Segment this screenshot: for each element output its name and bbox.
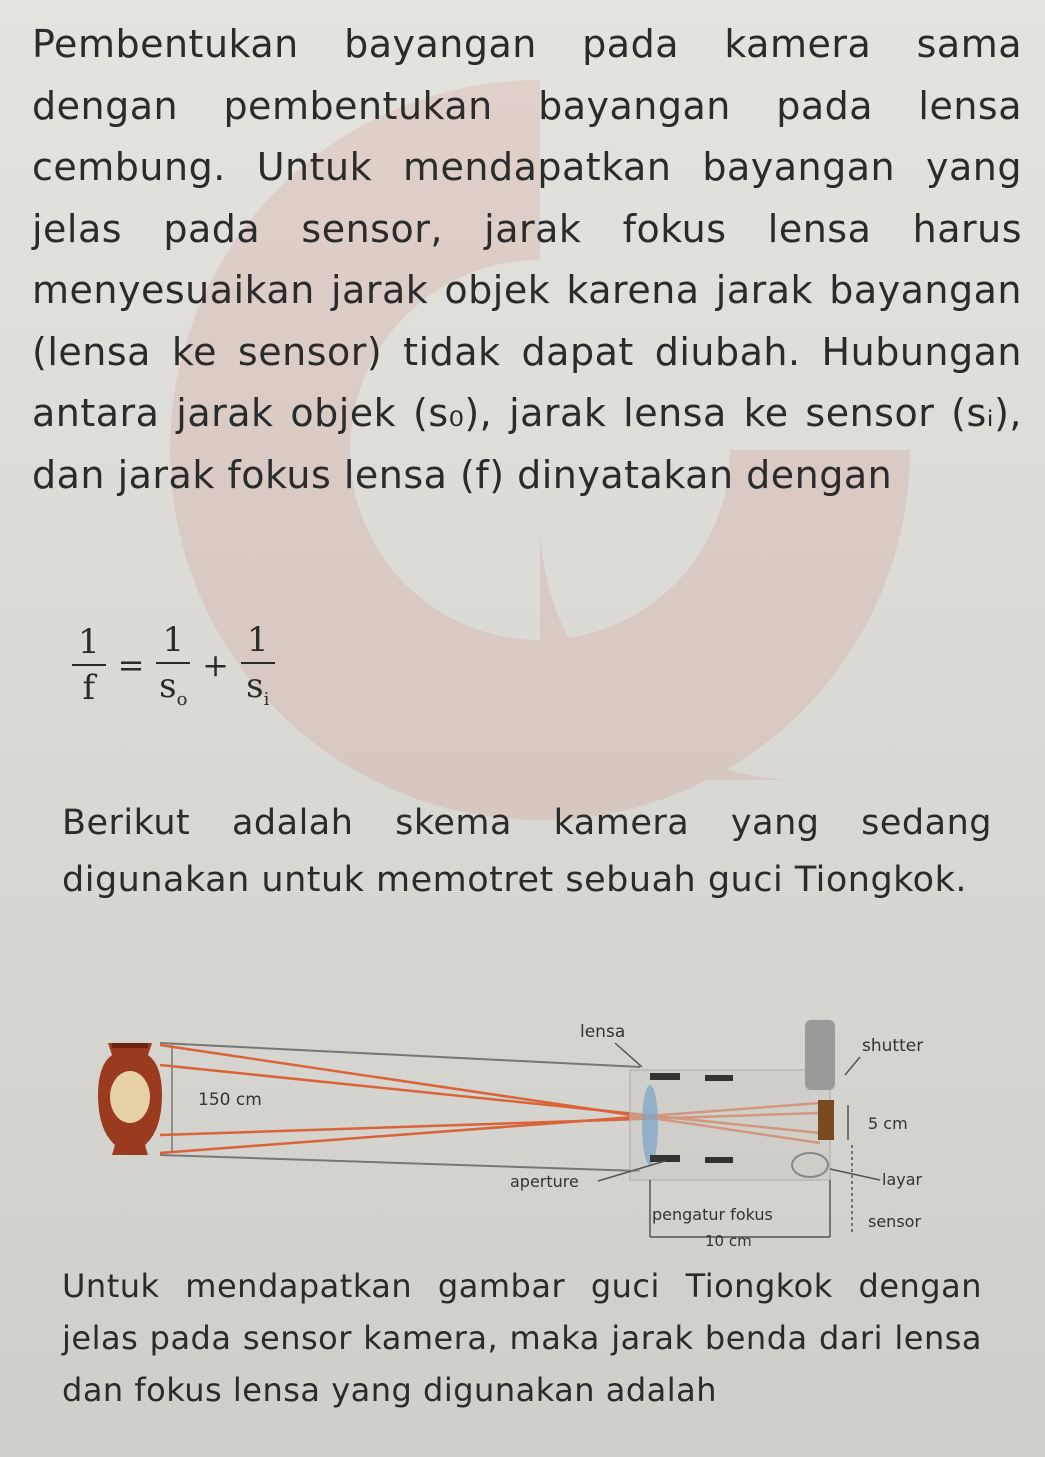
fraction-lhs bbox=[72, 622, 106, 708]
numerator: 1 bbox=[72, 622, 106, 666]
pengatur-fokus-label: pengatur fokus bbox=[652, 1205, 773, 1224]
symbol-s: s bbox=[159, 666, 177, 706]
aperture-top-2 bbox=[705, 1075, 733, 1081]
layar-pointer bbox=[830, 1169, 880, 1180]
camera-diagram bbox=[90, 1005, 970, 1255]
symbol-s: s bbox=[246, 666, 264, 706]
aperture-top bbox=[650, 1073, 680, 1080]
aperture-bottom-2 bbox=[705, 1157, 733, 1163]
shutter-label: shutter bbox=[862, 1036, 924, 1056]
denominator bbox=[246, 664, 269, 710]
focus-range-label: 10 cm bbox=[705, 1232, 752, 1250]
aperture-label: aperture bbox=[510, 1172, 579, 1191]
lensa-pointer bbox=[615, 1043, 642, 1067]
layar-label: layar bbox=[882, 1170, 923, 1189]
aperture-bottom bbox=[650, 1155, 680, 1162]
lens-formula bbox=[72, 620, 275, 710]
numerator: 1 bbox=[156, 620, 190, 664]
symbol-f: f bbox=[82, 667, 96, 708]
denominator bbox=[159, 664, 187, 710]
sensor-icon bbox=[818, 1100, 834, 1140]
equals-sign: = bbox=[117, 645, 145, 684]
object-bottom-line bbox=[160, 1155, 640, 1171]
lens-icon bbox=[642, 1085, 658, 1165]
fraction-image bbox=[241, 620, 275, 710]
plus-sign: + bbox=[202, 645, 229, 684]
denominator bbox=[83, 666, 96, 708]
subscript-o: o bbox=[176, 688, 188, 710]
vase-icon bbox=[98, 1043, 162, 1155]
question-paragraph: Untuk mendapatkan gambar guci Tiongkok dengan jelas pada sensor kamera, maka jarak benda dari lensa dan fokus lensa yang digunakan adalah bbox=[62, 1267, 982, 1409]
camera-body bbox=[630, 1070, 830, 1180]
sensor-label: sensor bbox=[868, 1212, 922, 1231]
intro-paragraph: Pembentukan bayangan pada kamera sama dengan pembentukan bayangan pada lensa cembung. Untuk mendapatkan bayangan yang jelas pada sensor, jarak fokus lensa harus menyesuaikan jarak objek karena jarak bayangan (lensa ke sensor) tidak dapat diubah. Hubungan antara jarak objek (s₀), jarak lensa ke sensor (sᵢ), dan jarak fokus lensa (f) dinyatakan dengan bbox=[32, 22, 1022, 497]
shutter-pointer bbox=[845, 1057, 860, 1075]
numerator: 1 bbox=[241, 620, 275, 664]
sensor-distance-label: 5 cm bbox=[868, 1114, 908, 1133]
lensa-label: lensa bbox=[580, 1022, 626, 1042]
object-distance-label: 150 cm bbox=[198, 1090, 262, 1110]
shutter-icon bbox=[805, 1020, 835, 1090]
fraction-object bbox=[156, 620, 190, 710]
schema-paragraph: Berikut adalah skema kamera yang sedang digunakan untuk memotret sebuah guci Tiongkok. bbox=[62, 803, 992, 900]
subscript-i: i bbox=[263, 688, 270, 710]
